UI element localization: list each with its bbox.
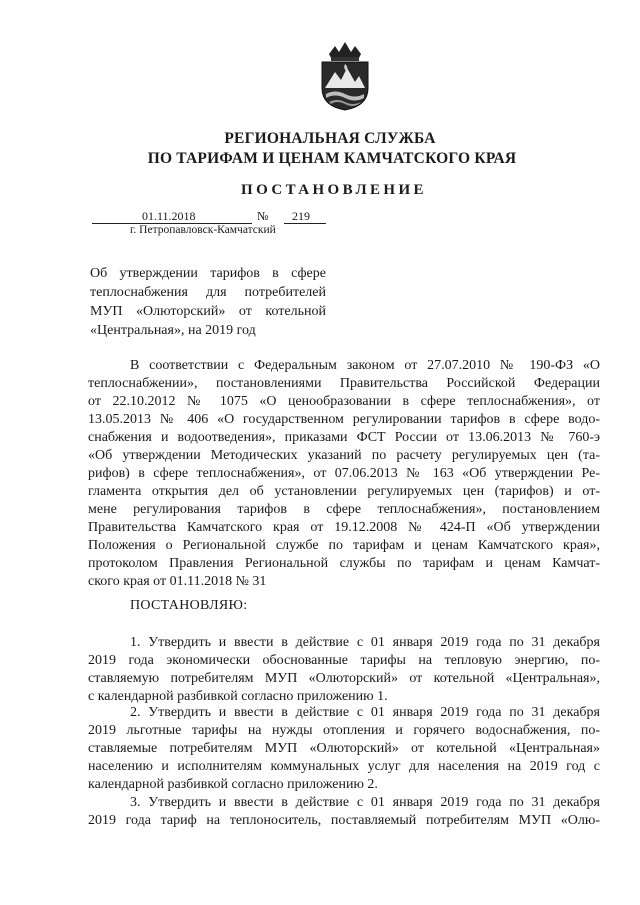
subject-line: теплоснабжения для потребителей [90,285,326,300]
item-3-paragraph [88,794,600,830]
document-city: г. Петропавловск-Камчатский [130,224,276,236]
preamble-line: Положения о Региональной службе по тарифам и ценам Камчатского края», [88,538,600,553]
subject-line: «Центральная», на 2019 год [90,323,256,338]
item-line: 3. Утвердить и ввести в действие с 01 января 2019 года по 31 декабря [130,795,600,810]
preamble-line: гламента открытия дел об установлении регулируемых цен (тарифов) и от- [88,484,600,499]
item-line: календарной разбивкой согласно приложению 2. [88,777,378,792]
item-line: 2019 года экономически обоснованные тарифы на тепловую энергию, по- [88,653,600,668]
preamble-line: ского края от 01.11.2018 № 31 [88,574,267,589]
item-line: 1. Утвердить и ввести в действие с 01 января 2019 года по 31 декабря [130,635,600,650]
item-1-paragraph [88,634,600,706]
preamble-paragraph [88,357,600,591]
preamble-line: теплоснабжении», постановлениями Правительства Российской Федерации [88,376,600,391]
kamchatka-coat-of-arms-icon [319,38,371,112]
preamble-line: В соответствии с Федеральным законом от 27.07.2010 № 190-ФЗ «О [130,358,600,373]
item-line: населению и исполнителям коммунальных услуг для населения на 2019 год с [88,759,600,774]
item-2-paragraph [88,704,600,794]
document-date: 01.11.2018 [142,209,196,223]
subject-line: МУП «Олюторский» от котельной [90,304,326,319]
item-line: ставляемые потребителям МУП «Олюторский» от котельной «Центральная» [88,741,600,756]
preamble-line: 13.05.2013 № 406 «О государственном регулировании тарифов в сфере водо- [88,412,600,427]
preamble-line: снабжения и водоотведения», приказами ФСТ России от 13.06.2013 № 760-э [88,430,600,445]
item-line: с календарной разбивкой согласно приложению 1. [88,689,388,704]
number-sign: № [257,209,269,223]
org-name-line2: ПО ТАРИФАМ И ЦЕНАМ КАМЧАТСКОГО КРАЯ [147,150,517,167]
preamble-line: мене регулирования тарифов в сфере теплоснабжения», постановлением [88,502,600,517]
document-subject [90,264,326,340]
subject-line: Об утверждении тарифов в сфере [90,266,326,281]
org-name-line1: РЕГИОНАЛЬНАЯ СЛУЖБА [224,130,436,147]
decree-word: ПОСТАНОВЛЯЮ: [130,598,248,613]
document-type-title: ПОСТАНОВЛЕНИЕ [241,182,427,198]
preamble-line: от 22.10.2012 № 1075 «О ценообразовании в сфере теплоснабжения», от [88,394,600,409]
preamble-line: рифов) в сфере теплоснабжения», от 07.06.2013 № 163 «Об утверждении Ре- [88,466,600,481]
preamble-line: Правительства Камчатского края от 19.12.2008 № 424-П «Об утверждении [88,520,600,535]
preamble-line: протоколом Правления Региональной службы по тарифам и ценам Камчат- [88,556,600,571]
document-number: 219 [292,209,310,223]
preamble-line: «Об утверждении Методических указаний по расчету регулируемых цен (та- [88,448,600,463]
item-line: 2. Утвердить и ввести в действие с 01 января 2019 года по 31 декабря [130,705,600,720]
item-line: 2019 года тариф на теплоноситель, поставляемый потребителям МУП «Олю- [88,813,600,828]
item-line: 2019 льготные тарифы на нужды отопления и горячего водоснабжения, по- [88,723,600,738]
item-line: ставляемую потребителям МУП «Олюторский» от котельной «Центральная», [88,671,600,686]
